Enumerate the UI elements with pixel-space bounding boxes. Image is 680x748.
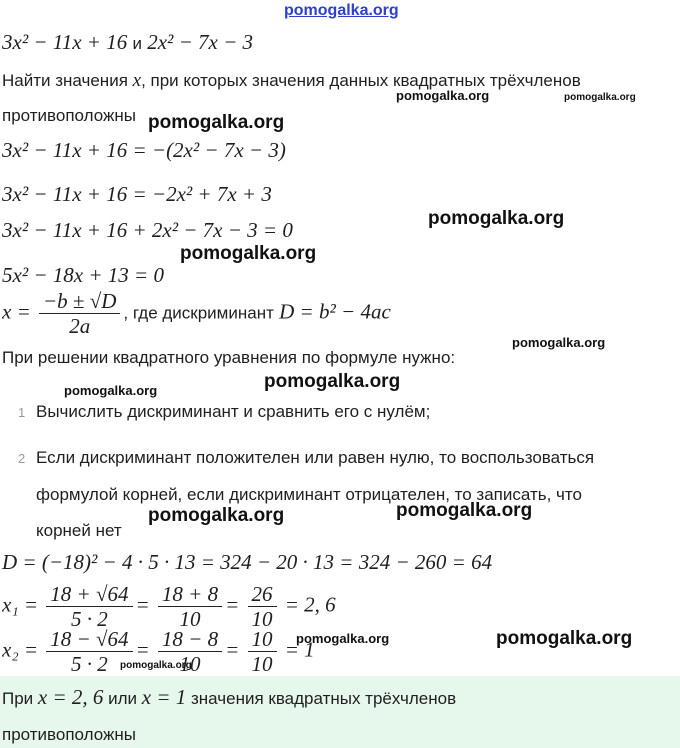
rule-intro: При решении квадратного уравнения по формуле нужно:: [2, 348, 456, 367]
watermark: pomogalka.org: [564, 92, 636, 103]
task-variable: x: [132, 70, 142, 91]
answer-or: или: [103, 689, 142, 708]
watermark: pomogalka.org: [120, 660, 192, 671]
answer-line1: [2, 685, 456, 710]
x2-denominator-2: 10: [179, 652, 201, 676]
formula-denominator: 2a: [69, 314, 91, 338]
equation-3: 3x² − 11x + 16 + 2x² − 7x − 3 = 0: [2, 218, 293, 242]
watermark: pomogalka.org: [496, 628, 633, 649]
task-text-a: Найти значения: [2, 71, 133, 90]
x1-lhs: x₁ =: [2, 592, 39, 617]
formula-text: , где дискриминант: [123, 303, 274, 323]
answer-text-a: При: [2, 689, 38, 708]
x1-result: = 2, 6: [284, 592, 336, 617]
answer-line2: противоположны: [2, 725, 136, 744]
x1-numerator-3: 26: [248, 583, 277, 607]
watermark: pomogalka.org: [512, 335, 606, 350]
formula-lhs: x =: [2, 299, 31, 324]
step-1-text: Вычислить дискриминант и сравнить его с нулём;: [36, 402, 431, 421]
x2-denominator-1: 5 · 2: [71, 652, 108, 676]
discriminant-calculation: D = (−18)² − 4 · 5 · 13 = 324 − 20 · 13 = 324 − 260 = 64: [2, 550, 493, 574]
x2-numerator-2: 18 − 8: [158, 628, 222, 652]
step-1-number: 1: [18, 405, 26, 420]
x1-numerator-2: 18 + 8: [158, 583, 222, 607]
x2-numerator-1: 18 − √64: [46, 628, 132, 652]
task-text: [2, 70, 581, 92]
x2-result: = 1: [284, 637, 315, 662]
watermark: pomogalka.org: [396, 500, 533, 521]
answer-x2: x = 1: [141, 685, 187, 709]
root-x1: x₁ = $\frac{18 + √64}{5 \cdot 2}$ = $\frac{18 + 8}{10}$ = $\frac{26}{10}$ = 2, 6: [2, 583, 336, 631]
x2-lhs: x₂ =: [2, 637, 39, 662]
watermark: pomogalka.org: [148, 505, 285, 526]
answer-text-b: значения квадратных трёхчленов: [186, 689, 457, 708]
discriminant-formula: D = b² − 4ac: [279, 299, 391, 324]
x1-denominator-2: 10: [179, 607, 201, 631]
polynomial-1: 3x² − 11x + 16: [2, 30, 128, 54]
polynomials-line: [2, 30, 253, 55]
step-2-line3: корней нет: [36, 521, 122, 540]
step-2-line2: формулой корней, если дискриминант отрицателен, то записать, что: [36, 485, 582, 504]
watermark: pomogalka.org: [64, 383, 158, 398]
root-formula: [2, 290, 391, 340]
x1-numerator-1: 18 + √64: [46, 583, 132, 607]
step-2-line1: Если дискриминант положителен или равен нулю, то воспользоваться: [36, 448, 595, 467]
watermark: pomogalka.org: [296, 631, 390, 646]
watermark: pomogalka.org: [148, 112, 285, 133]
equation-2: 3x² − 11x + 16 = −2x² + 7x + 3: [2, 182, 272, 206]
x2-numerator-3: 10: [248, 628, 277, 652]
formula-numerator: −b ± √D: [39, 290, 120, 314]
root-x2: x₂ = $\frac{18 - √64}{5 \cdot 2}$ = $\frac{18 - 8}{10}$ = $\frac{10}{10}$ = 1: [2, 628, 315, 676]
answer-box: [0, 676, 680, 748]
watermark: pomogalka.org: [284, 2, 399, 19]
conjunction: и: [132, 34, 142, 53]
x2-denominator-3: 10: [251, 652, 273, 676]
answer-x1: x = 2, 6: [37, 685, 104, 709]
equation-4: 5x² − 18x + 13 = 0: [2, 263, 164, 287]
x1-denominator-1: 5 · 2: [71, 607, 108, 631]
polynomial-2: 2x² − 7x − 3: [147, 30, 254, 54]
watermark: pomogalka.org: [428, 208, 565, 229]
watermark: pomogalka.org: [180, 243, 317, 264]
task-text-line2: противоположны: [2, 106, 136, 125]
step-2-number: 2: [18, 451, 26, 466]
watermark: pomogalka.org: [264, 371, 401, 392]
x1-denominator-3: 10: [251, 607, 273, 631]
task-text-b: , при которых значения данных квадратных трёхчленов: [141, 71, 581, 90]
equation-1: 3x² − 11x + 16 = −(2x² − 7x − 3): [2, 138, 286, 162]
watermark: pomogalka.org: [396, 88, 490, 103]
